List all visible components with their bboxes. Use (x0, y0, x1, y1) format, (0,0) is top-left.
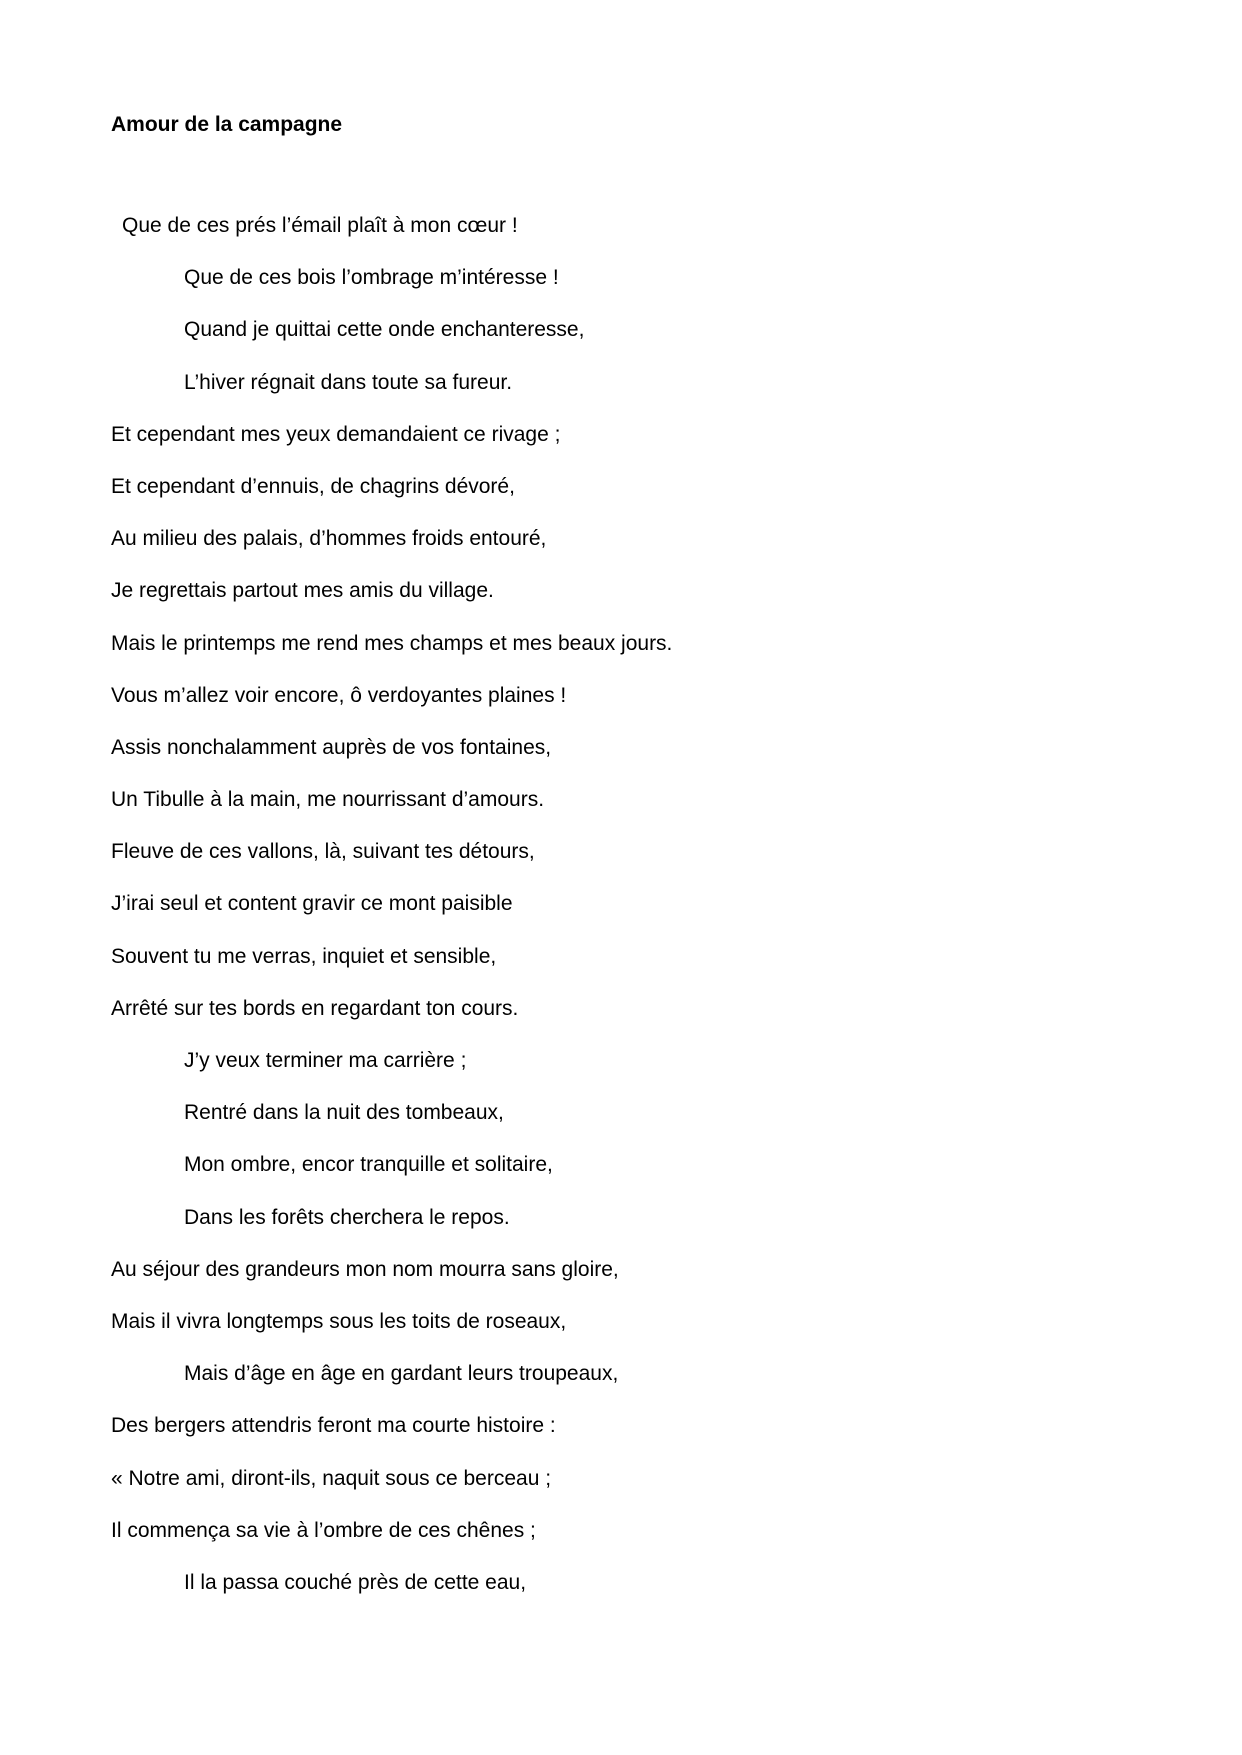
poem-verse: Arrêté sur tes bords en regardant ton cours. (111, 996, 519, 1020)
poem-verse: J’irai seul et content gravir ce mont paisible (111, 892, 513, 916)
poem-verse: Au milieu des palais, d’hommes froids entouré, (111, 527, 547, 551)
poem-verse: Rentré dans la nuit des tombeaux, (184, 1101, 504, 1125)
poem-verse: Assis nonchalamment auprès de vos fontaines, (111, 735, 552, 759)
poem-verse: Mais le printemps me rend mes champs et mes beaux jours. (111, 631, 673, 655)
poem-verse: L’hiver régnait dans toute sa fureur. (184, 370, 513, 394)
poem-verse: Au séjour des grandeurs mon nom mourra sans gloire, (111, 1257, 619, 1281)
poem-verse: Dans les forêts cherchera le repos. (184, 1205, 510, 1229)
poem-verse: Il la passa couché près de cette eau, (184, 1570, 527, 1594)
poem-verse: Souvent tu me verras, inquiet et sensible, (111, 944, 497, 968)
poem-verse: Mon ombre, encor tranquille et solitaire, (184, 1153, 553, 1177)
poem-verse: Et cependant mes yeux demandaient ce rivage ; (111, 422, 561, 446)
poem-verse: Des bergers attendris feront ma courte histoire : (111, 1414, 556, 1438)
poem-verse: « Notre ami, diront-ils, naquit sous ce berceau ; (111, 1466, 552, 1490)
poem-verse: J’y veux terminer ma carrière ; (184, 1049, 467, 1072)
poem-verse: Un Tibulle à la main, me nourrissant d’amours. (111, 788, 545, 812)
poem-verse: Fleuve de ces vallons, là, suivant tes détours, (111, 840, 535, 864)
poem-verse: Mais il vivra longtemps sous les toits de roseaux, (111, 1309, 567, 1333)
poem-verse: Mais d’âge en âge en gardant leurs troupeaux, (184, 1362, 619, 1386)
poem-verse: Vous m’allez voir encore, ô verdoyantes plaines ! (111, 683, 567, 707)
poem-verse: Que de ces bois l’ombrage m’intéresse ! (184, 266, 559, 290)
poem-verse: Et cependant d’ennuis, de chagrins dévoré, (111, 474, 515, 498)
poem-title: Amour de la campagne (111, 113, 343, 136)
poem-verse: Je regrettais partout mes amis du village. (111, 579, 494, 603)
poem-verse: Quand je quittai cette onde enchanteresse, (184, 318, 585, 342)
poem-body (111, 213, 672, 1622)
poem-verse: Il commença sa vie à l’ombre de ces chênes ; (111, 1518, 536, 1542)
poem-verse: Que de ces prés l’émail plaît à mon cœur ! (122, 214, 518, 237)
